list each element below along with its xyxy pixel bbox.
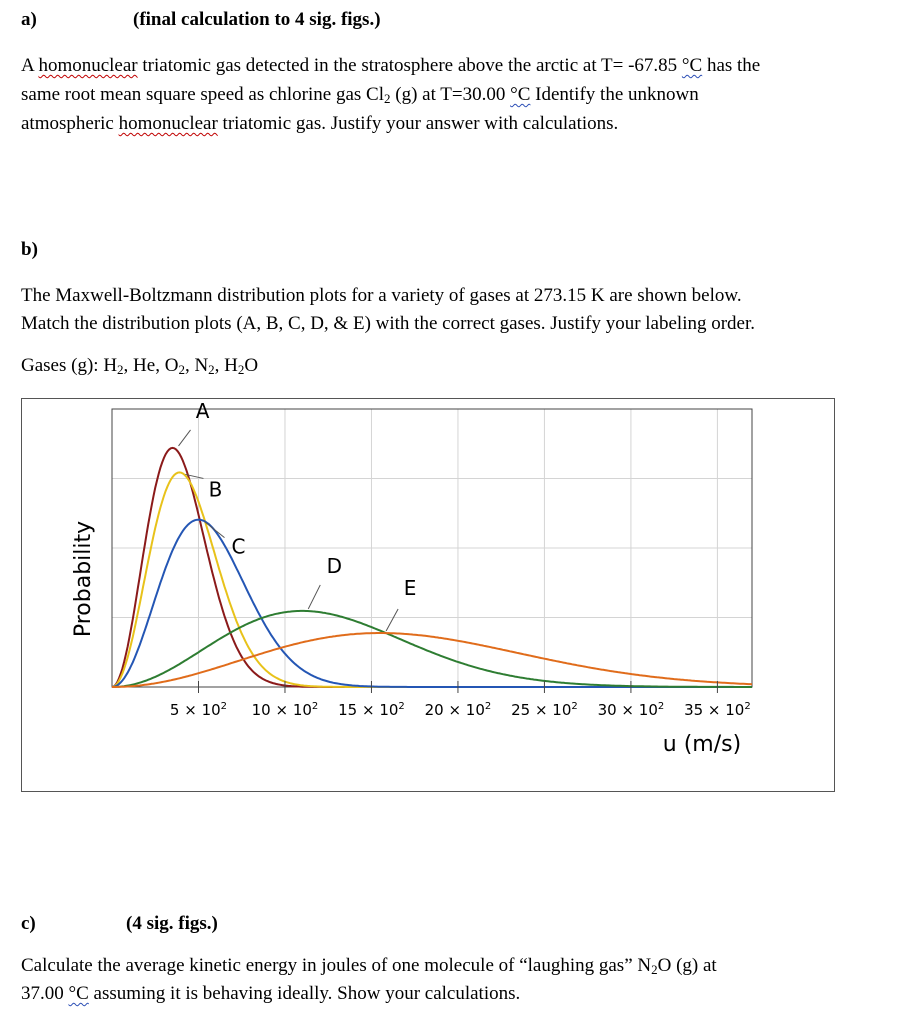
curve-label-c: C [231,534,246,559]
deg-c-1: °C [681,55,703,76]
x-axis-label: u (m/s) [662,732,742,757]
curve-d [112,611,752,687]
curve-label-d: D [326,553,342,578]
gases-label: Gases (g): [21,355,104,376]
gas-3: , N [184,355,209,376]
gas-4: , H [214,355,238,376]
label-leader-a [179,430,191,446]
part-a-line-1-end: has the [702,55,761,76]
part-a-line-3-pre: atmospheric [21,113,119,134]
part-a-line-3 [21,110,618,138]
n2o-subscript: 2 [651,962,658,977]
part-c-line-2-pre: 37.00 [21,983,69,1004]
curve-e [112,633,752,687]
x-tick-label-2: $15 \times 10^2$ [338,701,405,719]
part-a-line-2-mid: (g) at T=30.00 [390,84,511,105]
part-c-line-1-pre: Calculate the average kinetic energy in joules of one molecule of “laughing gas” N [21,955,652,976]
cl-subscript: 2 [384,91,391,106]
gases-list [21,352,258,380]
part-a-line-2-pre: same root mean square speed as chlorine gas Cl [21,84,384,105]
part-a-label: a) [21,9,37,30]
curve-labels [179,399,417,631]
x-tick-label-3: $20 \times 10^2$ [424,701,492,719]
curve-label-a: A [195,399,210,423]
part-c-label: c) [21,913,36,934]
part-b-line-1: The Maxwell-Boltzmann distribution plots for a variety of gases at 273.15 K are shown below. [21,285,742,306]
curve-label-e: E [403,576,417,601]
part-b-label: b) [21,239,38,260]
x-tick-label-1: $10 \times 10^2$ [251,701,319,719]
label-leader-e [386,609,398,631]
maxwell-boltzmann-chart [21,398,835,792]
gas-4-end: O [244,355,259,376]
gas-1: H [103,355,118,376]
part-a-line-2-end: Identify the unknown [530,84,699,105]
gas-4-sub: 2 [237,362,245,377]
part-c-line-2 [21,980,520,1008]
gas-2: , He, O [123,355,179,376]
gas-3-sub: 2 [208,362,215,377]
x-tick-label-6: $35 \times 10^2$ [684,701,751,719]
part-c-sigfig-note: (4 sig. figs.) [126,913,218,934]
part-a-line-1-post: triatomic gas detected in the stratosphere above the arctic at T= -67.85 [137,55,682,76]
label-leader-d [308,585,320,609]
part-a-sigfig-note: (final calculation to 4 sig. figs.) [133,9,381,30]
part-a-line-1-pre: A [21,55,39,76]
part-b-line-2: Match the distribution plots (A, B, C, D, & E) with the correct gases. Justify your labeling order. [21,313,756,334]
gas-2-sub: 2 [178,362,185,377]
homonuclear-word: homonuclear [38,55,138,76]
part-c-line-1-post: O (g) at [657,955,717,976]
curve-b [112,472,752,687]
deg-c-2: °C [510,84,531,105]
deg-c-3: °C [68,983,89,1004]
x-tick-label-4: $25 \times 10^2$ [511,701,578,719]
part-a-line-2 [21,81,699,109]
part-a-line-3-post: triatomic gas. Justify your answer with calculations. [217,113,619,134]
curve-label-b: B [208,477,223,502]
part-c-line-1 [21,952,717,980]
homonuclear-word-2: homonuclear [118,113,218,134]
x-tick-label-5: $30 \times 10^2$ [597,701,665,719]
part-a-line-1 [21,52,760,80]
y-axis-label: Probability [71,520,96,638]
chart-svg [22,399,834,791]
curve-c [112,520,752,687]
part-c-line-2-post: assuming it is behaving ideally. Show your calculations. [88,983,521,1004]
gas-1-sub: 2 [117,362,124,377]
x-tick-label-0: $5 \times 10^2$ [169,701,228,719]
